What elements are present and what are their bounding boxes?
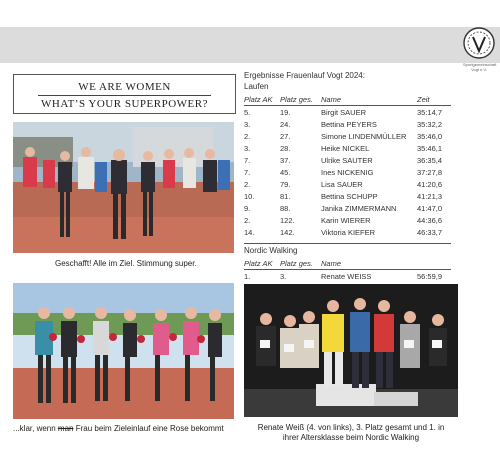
- photo-finish-group: [13, 122, 234, 253]
- cell-name: Janika ZIMMERMANN: [321, 204, 397, 213]
- photo-podium-caption: Renate Weiß (4. von links), 3. Platz gesamt und 1. in ihrer Altersklasse beim Nordic Walking: [257, 423, 445, 442]
- walking-header-divider: [244, 269, 451, 270]
- section-running: Laufen: [244, 82, 269, 91]
- headline-divider: [38, 95, 211, 96]
- club-logo-icon: [462, 26, 496, 64]
- running-header-row: Platz AK Platz ges. Name Zeit: [244, 95, 430, 104]
- cell-name: Ines NICKENIG: [321, 168, 374, 177]
- cell-time: 37:27,8: [417, 168, 443, 177]
- result-row: [244, 156, 459, 166]
- headline-line-1: WE ARE WOMEN: [78, 81, 171, 93]
- cell-ak: 2.: [244, 180, 251, 189]
- cell-ak: 9.: [244, 204, 251, 213]
- cell-ges: 19.: [280, 108, 291, 117]
- result-row: [244, 144, 459, 154]
- cell-time: 35:46,1: [417, 144, 443, 153]
- cell-time: 44:36,6: [417, 216, 443, 225]
- result-row: [244, 132, 459, 142]
- cell-name: Viktoria KIEFER: [321, 228, 376, 237]
- cell-ges: 24.: [280, 120, 291, 129]
- headline-line-2: WHAT’S YOUR SUPERPOWER?: [41, 98, 208, 110]
- cell-time: 41:20,6: [417, 180, 443, 189]
- cell-name: Bettina SCHUPP: [321, 192, 378, 201]
- results-title: Ergebnisse Frauenlauf Vogt 2024:: [244, 71, 365, 80]
- cell-ak: 1.: [244, 272, 251, 281]
- headline-box: [13, 74, 236, 114]
- cell-ges: 88.: [280, 204, 291, 213]
- walking-header-row: Platz AK Platz ges. Name: [244, 259, 342, 268]
- header-band: [0, 27, 500, 63]
- cell-ges: 27.: [280, 132, 291, 141]
- result-row: [244, 228, 459, 238]
- cell-ges: 37.: [280, 156, 291, 165]
- cell-name: Simone LINDENMÜLLER: [321, 132, 407, 141]
- result-row: [244, 216, 459, 226]
- cell-ak: 10.: [244, 192, 255, 201]
- cell-ak: 14.: [244, 228, 255, 237]
- result-row: [244, 180, 459, 190]
- cell-name: Karin WIERER: [321, 216, 371, 225]
- cell-name: Bettina PEYERS: [321, 120, 377, 129]
- photo-finish-caption: Geschafft! Alle im Ziel. Stimmung super.: [55, 259, 197, 268]
- result-row: [244, 108, 459, 118]
- cell-ak: 5.: [244, 108, 251, 117]
- cell-time: 35:32,2: [417, 120, 443, 129]
- cell-ges: 79.: [280, 180, 291, 189]
- cell-ges: 81.: [280, 192, 291, 201]
- cell-ges: 45.: [280, 168, 291, 177]
- cell-ak: 3.: [244, 144, 251, 153]
- cell-ges: 3.: [280, 272, 287, 281]
- cell-time: 56:59,9: [417, 272, 443, 281]
- cell-name: Birgit SAUER: [321, 108, 367, 117]
- cell-time: 35:14,7: [417, 108, 443, 117]
- cell-ak: 3.: [244, 120, 251, 129]
- cell-ak: 2.: [244, 216, 251, 225]
- cell-time: 41:21,3: [417, 192, 443, 201]
- running-header-divider: [244, 105, 451, 106]
- cell-name: Lisa SAUER: [321, 180, 363, 189]
- result-row: [244, 204, 459, 214]
- cell-ges: 142.: [280, 228, 295, 237]
- cell-name: Renate WEISS: [321, 272, 372, 281]
- result-row: [244, 120, 459, 130]
- photo-podium: [244, 284, 458, 417]
- section-walking: Nordic Walking: [244, 246, 298, 255]
- photo-roses-group: [13, 283, 234, 419]
- cell-ges: 28.: [280, 144, 291, 153]
- logo-text: Sportgemeinschaft Vogt e.V.: [463, 62, 497, 72]
- cell-ak: 7.: [244, 156, 251, 165]
- cell-name: Ulrike SAUTER: [321, 156, 373, 165]
- cell-name: Heike NICKEL: [321, 144, 370, 153]
- result-row: [244, 192, 459, 202]
- result-row: [244, 168, 459, 178]
- cell-time: 46:33,7: [417, 228, 443, 237]
- cell-time: 41:47,0: [417, 204, 443, 213]
- cell-time: 36:35,4: [417, 156, 443, 165]
- cell-ak: 2.: [244, 132, 251, 141]
- running-footer-divider: [244, 243, 451, 244]
- cell-ak: 7.: [244, 168, 251, 177]
- photo-roses-caption: ...klar, wenn man Frau beim Zieleinlauf eine Rose bekommt: [13, 424, 224, 433]
- cell-ges: 122.: [280, 216, 295, 225]
- walking-result-row: [244, 272, 459, 282]
- cell-time: 35:46,0: [417, 132, 443, 141]
- caption-strikethrough: man: [57, 424, 74, 433]
